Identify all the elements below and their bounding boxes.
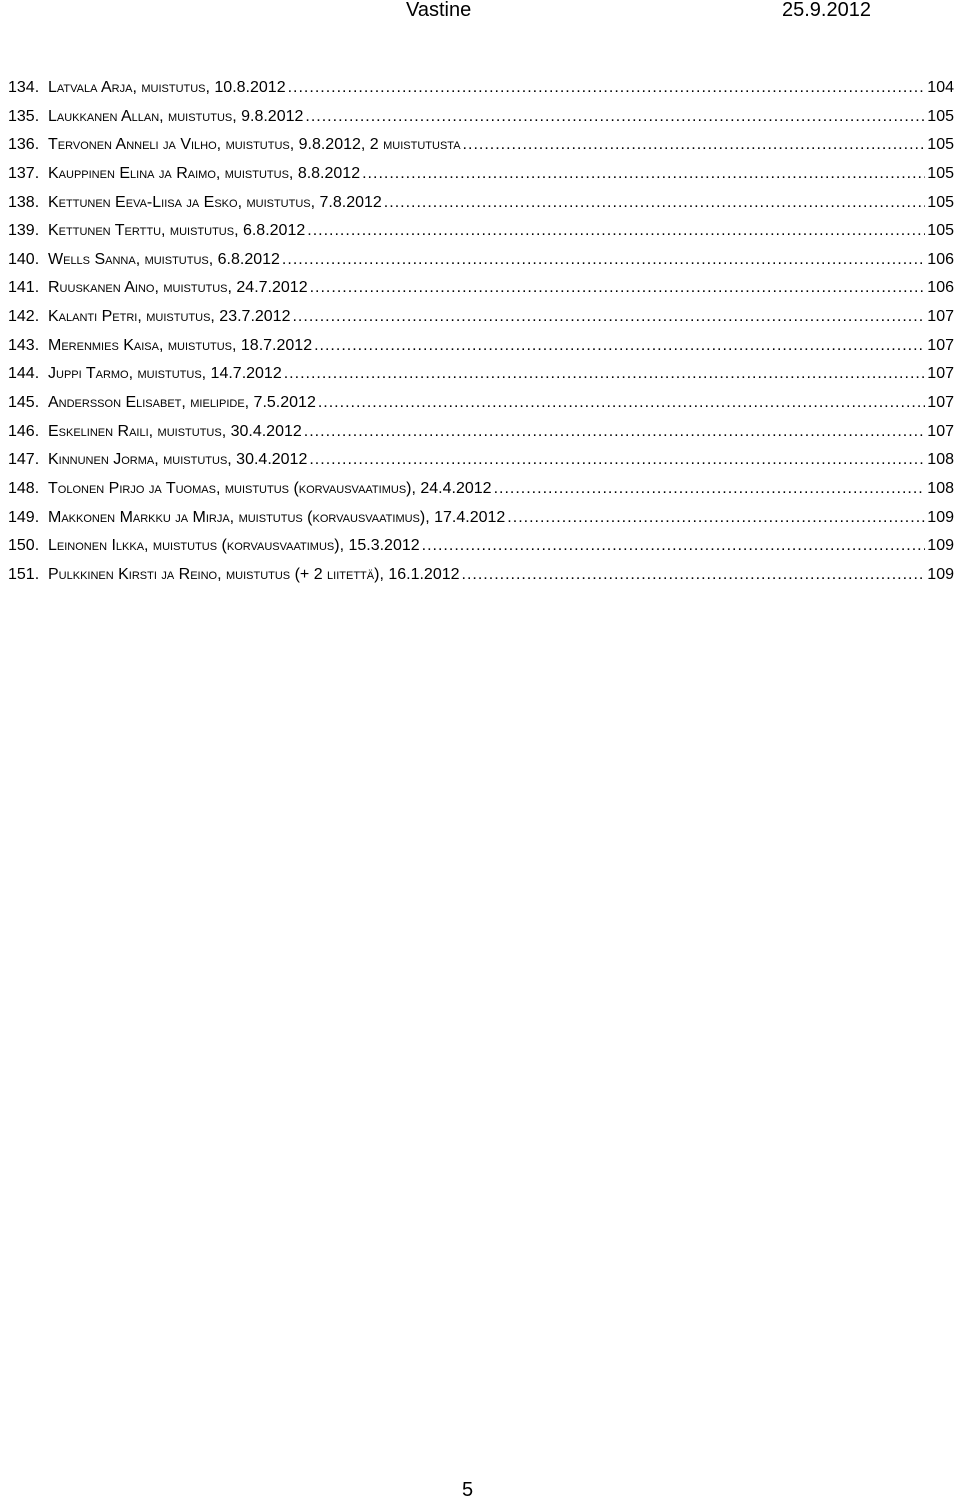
page-number: 5 — [462, 1479, 474, 1501]
toc-leader-dots — [309, 446, 925, 474]
toc-entry[interactable] — [0, 389, 960, 418]
toc-leader-dots — [307, 217, 925, 245]
toc-leader-dots — [494, 475, 926, 503]
toc-leader-dots — [422, 532, 926, 560]
toc-entry-number: 151. — [8, 565, 40, 583]
toc-entry-title: Ruuskanen Aino, muistutus, 24.7.2012 — [48, 279, 308, 297]
toc-entry-title: Wells Sanna, muistutus, 6.8.2012 — [48, 250, 280, 268]
toc-entry-number: 141. — [8, 279, 40, 297]
toc-entry-title: Andersson Elisabet, mielipide, 7.5.2012 — [48, 394, 316, 412]
toc-entry-page: 105 — [927, 136, 954, 154]
toc-entry-number: 146. — [8, 422, 40, 440]
page-header — [0, 0, 960, 28]
toc-entry-title: Makkonen Markku ja Mirja, muistutus (korvausvaatimus), 17.4.2012 — [48, 508, 506, 526]
toc-entry-title: Tervonen Anneli ja Vilho, muistutus, 9.8.2012, 2 muistutusta — [48, 136, 461, 154]
toc-entry-page: 109 — [927, 565, 954, 583]
toc-entry-page: 107 — [927, 365, 954, 383]
toc-entry-page: 105 — [927, 222, 954, 240]
toc-entry[interactable] — [0, 504, 960, 533]
toc-leader-dots — [384, 189, 926, 217]
toc-entry[interactable] — [0, 160, 960, 189]
toc-entry-number: 150. — [8, 537, 40, 555]
toc-entry-page: 104 — [927, 79, 954, 96]
toc-entry[interactable] — [0, 74, 960, 103]
toc-entry[interactable] — [0, 103, 960, 132]
toc-entry-title: Laukkanen Allan, muistutus, 9.8.2012 — [48, 107, 304, 125]
toc-entry[interactable] — [0, 561, 960, 590]
toc-entry[interactable] — [0, 274, 960, 303]
toc-entry-page: 109 — [927, 537, 954, 555]
toc-entry-page: 107 — [927, 308, 954, 326]
toc-entry-page: 108 — [927, 451, 954, 469]
toc-leader-dots — [318, 389, 925, 417]
toc-entry-page: 105 — [927, 193, 954, 211]
toc-entry-number: 143. — [8, 336, 40, 354]
toc-leader-dots — [463, 131, 926, 159]
toc-entry-page: 106 — [927, 250, 954, 268]
toc-entry-page: 105 — [927, 107, 954, 125]
toc-leader-dots — [288, 74, 926, 102]
toc-entry-number: 147. — [8, 451, 40, 469]
toc-entry-number: 137. — [8, 164, 40, 182]
toc-entry-page: 106 — [927, 279, 954, 297]
toc-leader-dots — [304, 418, 926, 446]
toc-entry-number: 138. — [8, 193, 40, 211]
toc-entry[interactable] — [0, 332, 960, 361]
toc-entry-title: Kettunen Eeva-Liisa ja Esko, muistutus, 7.8.2012 — [48, 193, 382, 211]
toc-leader-dots — [462, 561, 926, 589]
toc-leader-dots — [284, 360, 926, 388]
toc-entry-number: 149. — [8, 508, 40, 526]
toc-entry-page: 108 — [927, 479, 954, 497]
toc-entry-number: 135. — [8, 107, 40, 125]
toc-entry[interactable] — [0, 189, 960, 218]
toc-entry-title: Latvala Arja, muistutus, 10.8.2012 — [48, 79, 286, 96]
toc-leader-dots — [292, 303, 925, 331]
toc-leader-dots — [305, 103, 925, 131]
toc-entry-number: 136. — [8, 136, 40, 154]
toc-entry-number: 145. — [8, 394, 40, 412]
toc-entry-title: Kalanti Petri, muistutus, 23.7.2012 — [48, 308, 291, 326]
toc-entry-page: 107 — [927, 336, 954, 354]
toc-entry-number: 144. — [8, 365, 40, 383]
toc-entry[interactable] — [0, 246, 960, 275]
toc-leader-dots — [310, 274, 926, 302]
toc-entry-page: 105 — [927, 164, 954, 182]
toc-entry-page: 107 — [927, 394, 954, 412]
toc-entry[interactable] — [0, 475, 960, 504]
toc-entry-page: 107 — [927, 422, 954, 440]
toc-entry-number: 142. — [8, 308, 40, 326]
toc-entry-title: Juppi Tarmo, muistutus, 14.7.2012 — [48, 365, 282, 383]
toc-entry-page: 109 — [927, 508, 954, 526]
toc-entry-title: Kettunen Terttu, muistutus, 6.8.2012 — [48, 222, 306, 240]
toc-entry-title: Kauppinen Elina ja Raimo, muistutus, 8.8.2012 — [48, 164, 361, 182]
toc-entry-title: Merenmies Kaisa, muistutus, 18.7.2012 — [48, 336, 313, 354]
toc-entry[interactable] — [0, 303, 960, 332]
toc-leader-dots — [507, 504, 925, 532]
toc-entry[interactable] — [0, 131, 960, 160]
toc-entry-title: Leinonen Ilkka, muistutus (korvausvaatimus), 15.3.2012 — [48, 537, 420, 555]
toc-entry[interactable] — [0, 418, 960, 447]
toc-leader-dots — [314, 332, 925, 360]
toc-entry[interactable] — [0, 532, 960, 561]
toc-entry[interactable] — [0, 217, 960, 246]
toc-leader-dots — [282, 246, 925, 274]
toc-entry-title: Eskelinen Raili, muistutus, 30.4.2012 — [48, 422, 302, 440]
toc-entry-number: 134. — [8, 79, 40, 96]
toc-entry-number: 140. — [8, 250, 40, 268]
toc-entry-number: 148. — [8, 479, 40, 497]
document-title: Vastine — [406, 0, 472, 21]
toc-entry-number: 139. — [8, 222, 40, 240]
toc-entry[interactable] — [0, 360, 960, 389]
toc-leader-dots — [362, 160, 925, 188]
toc-entry-title: Kinnunen Jorma, muistutus, 30.4.2012 — [48, 451, 308, 469]
table-of-contents — [0, 74, 960, 590]
document-date: 25.9.2012 — [782, 0, 871, 21]
toc-entry-title: Pulkkinen Kirsti ja Reino, muistutus (+ 2 liitettä), 16.1.2012 — [48, 565, 460, 583]
toc-entry[interactable] — [0, 446, 960, 475]
toc-entry-title: Tolonen Pirjo ja Tuomas, muistutus (korvausvaatimus), 24.4.2012 — [48, 479, 492, 497]
